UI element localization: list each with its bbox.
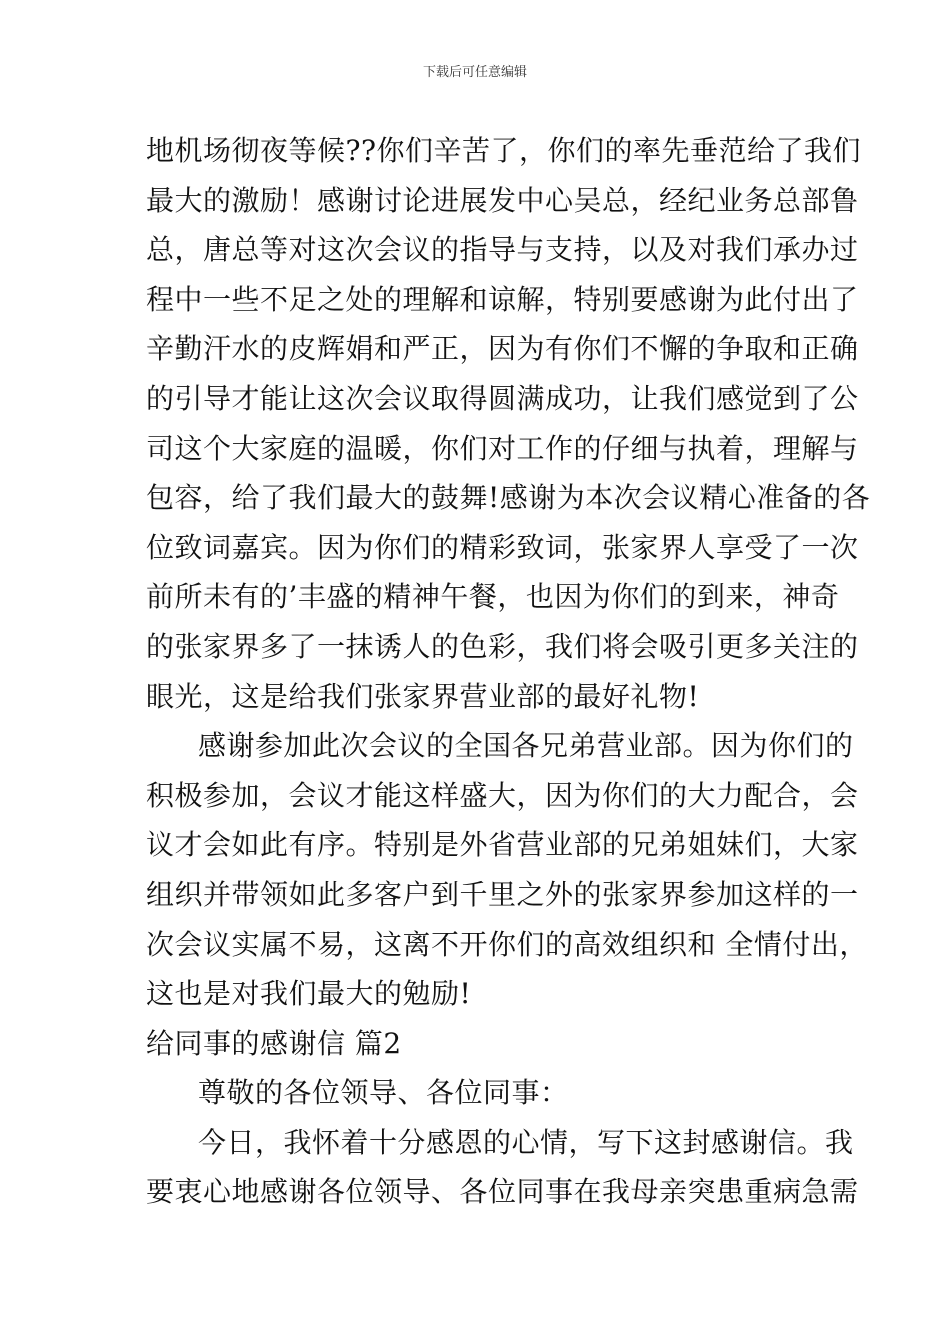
paragraph-start-line: 感谢参加此次会议的全国各兄弟营业部。因为你们的 [198, 729, 854, 763]
text-line: 程中一些不足之处的理解和谅解，特别要感谢为此付出了 [146, 282, 859, 316]
text-line: 地机场彻夜等候??你们辛苦了，你们的率先垂范给了我们 [146, 134, 862, 167]
document-body [146, 126, 871, 1217]
text-line: 眼光，这是给我们张家界营业部的最好礼物! [146, 679, 700, 713]
text-line: 司这个大家庭的温暖，你们对工作的仔细与执着，理解与 [146, 431, 859, 465]
text-line: 次会议实属不易，这离不开你们的高效组织和 全情付出， [146, 927, 868, 961]
text-line: 位致词嘉宾。因为你们的精彩致词，张家界人享受了一次 [146, 530, 859, 564]
text-line: 前所未有的’丰盛的精神午餐，也因为你们的到来，神奇 [146, 580, 840, 614]
text-line: 总，唐总等对这次会议的指导与支持，以及对我们承办过 [146, 233, 859, 267]
text-line: 议才会如此有序。特别是外省营业部的兄弟姐妹们，大家 [146, 828, 859, 862]
text-line: 积极参加，会议才能这样盛大，因为你们的大力配合，会 [146, 778, 859, 812]
text-line: 这也是对我们最大的勉励! [146, 977, 472, 1011]
paragraph-start-line: 今日，我怀着十分感恩的心情，写下这封感谢信。我 [198, 1125, 854, 1159]
text-line: 最大的激励！感谢讨论进展发中心吴总，经纪业务总部鲁 [146, 183, 859, 217]
text-line: 的张家界多了一抹诱人的色彩，我们将会吸引更多关注的 [146, 629, 859, 663]
section-heading: 给同事的感谢信 篇2 [146, 1026, 402, 1060]
text-line: 的引导才能让这次会议取得圆满成功，让我们感觉到了公 [146, 381, 859, 415]
salutation-line: 尊敬的各位领导、各位同事： [198, 1076, 569, 1110]
text-line: 要衷心地感谢各位领导、各位同事在我母亲突患重病急需 [146, 1175, 859, 1209]
text-line: 组织并带领如此多客户到千里之外的张家界参加这样的一 [146, 877, 859, 911]
text-line: 辛勤汗水的皮辉娟和严正，因为有你们不懈的争取和正确 [146, 332, 859, 366]
text-line: 包容，给了我们最大的鼓舞!感谢为本次会议精心准备的各 [146, 481, 871, 515]
page-header-note: 下载后可任意编辑 [422, 65, 527, 80]
